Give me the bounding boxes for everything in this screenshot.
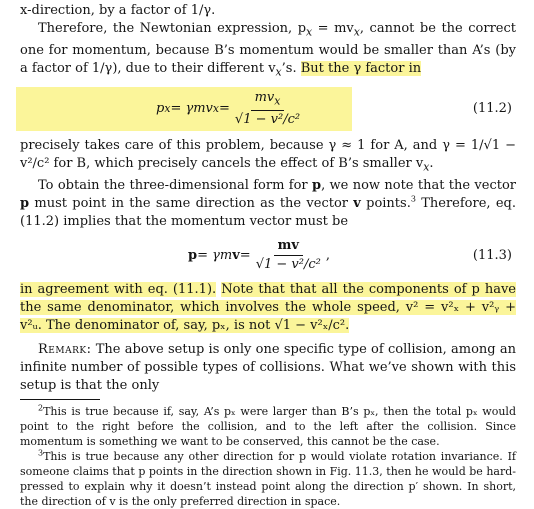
p1-b: = mv [312,21,354,36]
p1-d: ’s. [281,60,301,76]
footnote-rule [20,399,100,400]
p2-end: . [429,156,434,172]
eq2-fraction [254,237,323,274]
paragraph-1: Therefore, the Newtonian expression, $p_x = mv_x$, cannot be the correct one for momentum, because B’s momentum would be smaller than A’s (by a factor of 1/γ), due to their different $v_x’s$. But the γ factor in [20,21,517,79]
highlight-3: Note that that all the components of p have the same denominator, which involves the whole speed, v² = v²ₓ + v²ᵧ + v²ᵤ. The denominator of, say, pₓ, is not √1 − v²ₓ/c². [20,281,516,333]
p3-v: v [353,195,361,211]
highlight-2: in agreement with eq. (11.1). [20,281,217,297]
eq1-lhs: p [156,101,165,117]
p3-d: points. [360,195,411,211]
eq2-mid: = γm [197,247,233,263]
eq1-denominator: √1 − v²/c² [234,112,301,128]
eq2-denominator: √1 − v²/c² [255,257,321,273]
p1-c: , cannot be the correct one for momentum, because B’s momentum would be smaller than A’s (by a factor of 1/γ), due to their different v [20,21,517,76]
eq1-tag: (11.2) [472,101,512,117]
footnote-ref-3[interactable]: 3 [410,194,416,204]
footnote-2-text: This is true because if, say, A’s pₓ were larger than B’s pₓ, then the total pₓ would point to the right before the collision, and to the left after the collision. Since momentum is something we want to be conserved, this cannot be the case. [20,404,516,448]
eq1-numerator: $mv_x$ [251,89,285,112]
remark-paragraph [20,341,516,395]
p3-p: p [311,177,322,193]
line0-text: x-direction, by a factor of 1/γ. [20,3,216,18]
eq2-lhs: p [188,247,198,263]
p1-a: Therefore, the Newtonian expression, p [38,21,307,36]
paragraph-2: precisely takes care of this problem, because γ ≈ 1 for A, and γ = 1/√1 − v²/c² for B, which precisely cancels the effect of B’s smaller $v_x$. [20,138,516,174]
paragraph-3 [20,177,516,231]
p3-c: must point in the same direction as the vector [29,195,354,211]
eq2-comma: , [325,247,330,263]
p3-e: Therefore, eq. (11.2) implies that the momentum vector must be [20,195,516,229]
eq2-numerator: mv [274,237,303,256]
eq1-fraction [233,89,302,130]
equation-11-3-body [20,237,330,274]
equation-11-3 [20,231,516,281]
paragraph-4 [20,281,516,335]
footnote-3-mark: 3 [38,448,44,458]
eq2-v: v [232,247,240,263]
highlight-1: But the γ factor in [300,60,422,76]
remark-text: The above setup is only one specific type of collision, among an infinite number of possible types of collisions. What we’ve shown with this setup is that the only [20,341,516,393]
eq1-equals: = [219,101,230,117]
p3-p2: p [20,195,30,211]
p3-a: To obtain the three-dimensional form for [38,177,312,193]
eq2-tag: (11.3) [472,247,512,263]
eq1-mid: = γmv [170,101,213,117]
remark-label: Remark: [38,341,92,357]
footnote-3-text: This is true because any other direction for p would violate rotation invariance. If someone claims that p points in the direction shown in Fig. 11.3, then he would be hard-pressed to explain why it doesn’t instead point along the direction p′ shown. In short, the direction of v is the only preferred direction in space. [20,449,516,508]
p2-text: precisely takes care of this problem, because γ ≈ 1 for A, and γ = 1/√1 − v²/c² for B, which precisely cancels the effect of B’s smaller v [20,138,516,172]
footnote-2-mark: 2 [38,403,44,413]
line-0 [20,2,516,20]
footnote-2 [20,404,516,449]
equation-11-2-highlight: p x = γmv x = $\frac{mv_x}{\text{√1 − v²/c²}}$ [16,87,352,132]
eq2-equals: = [239,247,251,263]
equation-11-2 [20,81,516,137]
p3-b: , we now note that the vector [321,177,516,193]
footnote-3 [20,449,516,509]
